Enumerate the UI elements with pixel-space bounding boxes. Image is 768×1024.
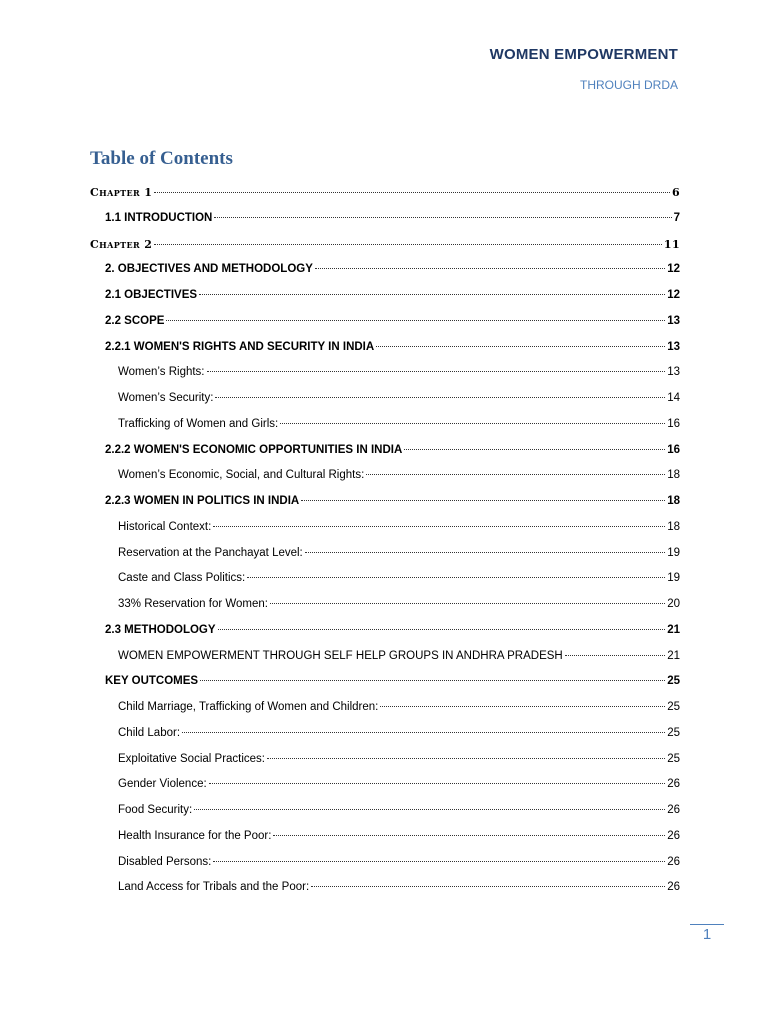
toc-entry-label: 2.1 OBJECTIVES: [105, 289, 198, 301]
toc-entry-page: 26: [667, 881, 680, 894]
toc-entry-page: 18: [667, 469, 680, 482]
toc-entry[interactable]: [90, 592, 680, 618]
toc-entry[interactable]: [90, 463, 680, 489]
toc-entry-label: Health Insurance for the Poor:: [118, 829, 272, 842]
toc-entry-label: 2.2.2 WOMEN'S ECONOMIC OPPORTUNITIES IN INDIA: [105, 443, 403, 456]
toc-entry-page: 26: [667, 804, 680, 816]
toc-dot-leader: [154, 244, 662, 245]
toc-entry-page: 16: [667, 443, 680, 456]
toc-entry-page: 18: [667, 495, 680, 507]
page-number-rule: [690, 924, 724, 925]
toc-dot-leader: [182, 732, 665, 733]
toc-entry-label: KEY OUTCOMES: [105, 675, 199, 688]
toc-dot-leader: [301, 500, 665, 501]
toc-dot-leader: [247, 577, 665, 578]
toc-dot-leader: [207, 371, 666, 372]
toc-entry-page: 6: [671, 186, 680, 199]
toc-dot-leader: [280, 423, 665, 424]
toc-entry-page: 12: [667, 263, 680, 276]
toc-entry[interactable]: [90, 747, 680, 773]
toc-dot-leader: [200, 680, 665, 681]
toc-entry-page: 25: [667, 726, 680, 739]
toc-entry[interactable]: [90, 386, 680, 412]
toc-entry-label: 1.1 INTRODUCTION: [105, 211, 213, 224]
toc-entry[interactable]: [90, 438, 680, 464]
toc-entry-page: 20: [667, 598, 680, 610]
toc-entry-page: 21: [667, 649, 680, 662]
toc-entry-page: 19: [667, 546, 680, 559]
toc-entry-page: 11: [663, 237, 680, 251]
toc-dot-leader: [154, 192, 670, 193]
toc-entry[interactable]: [90, 644, 680, 670]
toc-dot-leader: [366, 474, 665, 475]
toc-entry[interactable]: [90, 283, 680, 309]
toc-dot-leader: [273, 835, 665, 836]
toc-entry[interactable]: [90, 180, 680, 206]
toc-entry[interactable]: [90, 721, 680, 747]
toc-entry-page: 12: [667, 289, 680, 301]
header-title: WOMEN EMPOWERMENT: [489, 46, 678, 63]
toc-dot-leader: [213, 861, 665, 862]
toc-entry-label: Trafficking of Women and Girls:: [118, 417, 279, 430]
toc-dot-leader: [209, 783, 666, 784]
toc-dot-leader: [199, 294, 665, 295]
toc-entry[interactable]: [90, 669, 680, 695]
toc-dot-leader: [315, 268, 665, 269]
toc-dot-leader: [214, 217, 671, 218]
toc-entry-page: 26: [667, 829, 680, 842]
toc-dot-leader: [270, 603, 665, 604]
toc-entry-page: 26: [667, 855, 680, 868]
toc-entry[interactable]: [90, 695, 680, 721]
toc-entry-page: 26: [667, 778, 680, 791]
toc-entry-label: Chapter 2: [90, 237, 153, 251]
table-of-contents: [90, 180, 680, 901]
toc-entry[interactable]: [90, 257, 680, 283]
toc-entry[interactable]: [90, 412, 680, 438]
toc-entry-page: 21: [667, 623, 680, 636]
toc-dot-leader: [218, 629, 666, 630]
toc-entry[interactable]: [90, 850, 680, 876]
toc-entry-page: 14: [667, 392, 680, 404]
toc-entry-label: Historical Context:: [118, 520, 212, 533]
toc-heading: Table of Contents: [90, 148, 233, 169]
toc-entry[interactable]: [90, 798, 680, 824]
toc-dot-leader: [166, 320, 665, 321]
toc-dot-leader: [565, 655, 665, 656]
toc-entry-label: 2.3 METHODOLOGY: [105, 623, 216, 636]
toc-entry[interactable]: [90, 206, 680, 232]
toc-entry-page: 25: [667, 752, 680, 765]
toc-dot-leader: [404, 449, 665, 450]
toc-entry-page: 19: [667, 572, 680, 585]
toc-entry-label: Disabled Persons:: [118, 855, 212, 868]
toc-entry[interactable]: [90, 232, 680, 258]
toc-entry[interactable]: [90, 875, 680, 901]
toc-dot-leader: [215, 397, 665, 398]
toc-entry-label: Women’s Economic, Social, and Cultural Rights:: [118, 469, 365, 482]
toc-dot-leader: [380, 706, 665, 707]
toc-entry-label: WOMEN EMPOWERMENT THROUGH SELF HELP GROUPS IN ANDHRA PRADESH: [118, 649, 563, 662]
toc-dot-leader: [194, 809, 665, 810]
toc-entry-page: 13: [667, 340, 680, 353]
toc-entry-label: Women’s Rights:: [118, 366, 205, 379]
toc-dot-leader: [376, 346, 665, 347]
toc-entry[interactable]: [90, 515, 680, 541]
toc-entry-page: 25: [667, 675, 680, 688]
toc-entry-label: 33% Reservation for Women:: [118, 598, 268, 610]
toc-dot-leader: [267, 758, 665, 759]
toc-entry-label: Reservation at the Panchayat Level:: [118, 546, 303, 559]
toc-entry-label: Land Access for Tribals and the Poor:: [118, 881, 310, 894]
toc-entry-page: 13: [667, 314, 680, 327]
toc-dot-leader: [213, 526, 665, 527]
toc-entry[interactable]: [90, 541, 680, 567]
toc-entry-label: 2.2.3 WOMEN IN POLITICS IN INDIA: [105, 495, 300, 507]
toc-entry[interactable]: [90, 309, 680, 335]
toc-entry[interactable]: [90, 335, 680, 361]
toc-entry-page: 13: [667, 366, 680, 379]
toc-entry-label: 2.2 SCOPE: [105, 314, 165, 327]
toc-entry-label: 2. OBJECTIVES AND METHODOLOGY: [105, 263, 313, 276]
toc-entry[interactable]: [90, 618, 680, 644]
toc-entry-label: Exploitative Social Practices:: [118, 752, 266, 765]
toc-entry-label: Food Security:: [118, 804, 193, 816]
toc-entry-page: 18: [667, 520, 680, 533]
toc-entry-label: Women’s Security:: [118, 392, 214, 404]
toc-dot-leader: [305, 552, 665, 553]
toc-entry[interactable]: [90, 566, 680, 592]
toc-entry-label: Child Marriage, Trafficking of Women and Children:: [118, 701, 379, 713]
toc-entry-label: Caste and Class Politics:: [118, 572, 246, 585]
toc-entry-label: Chapter 1: [90, 186, 153, 199]
toc-entry-label: 2.2.1 WOMEN'S RIGHTS AND SECURITY IN INDIA: [105, 340, 375, 353]
toc-entry-label: Gender Violence:: [118, 778, 207, 791]
toc-entry-page: 7: [673, 211, 680, 224]
header-subtitle: THROUGH DRDA: [580, 78, 678, 92]
toc-entry[interactable]: [90, 489, 680, 515]
toc-dot-leader: [311, 886, 665, 887]
toc-entry[interactable]: [90, 824, 680, 850]
toc-entry-page: 16: [667, 417, 680, 430]
toc-entry-label: Child Labor:: [118, 726, 181, 739]
toc-entry[interactable]: [90, 360, 680, 386]
page-number: 1: [702, 926, 712, 943]
toc-entry-page: 25: [667, 701, 680, 713]
toc-entry[interactable]: [90, 772, 680, 798]
